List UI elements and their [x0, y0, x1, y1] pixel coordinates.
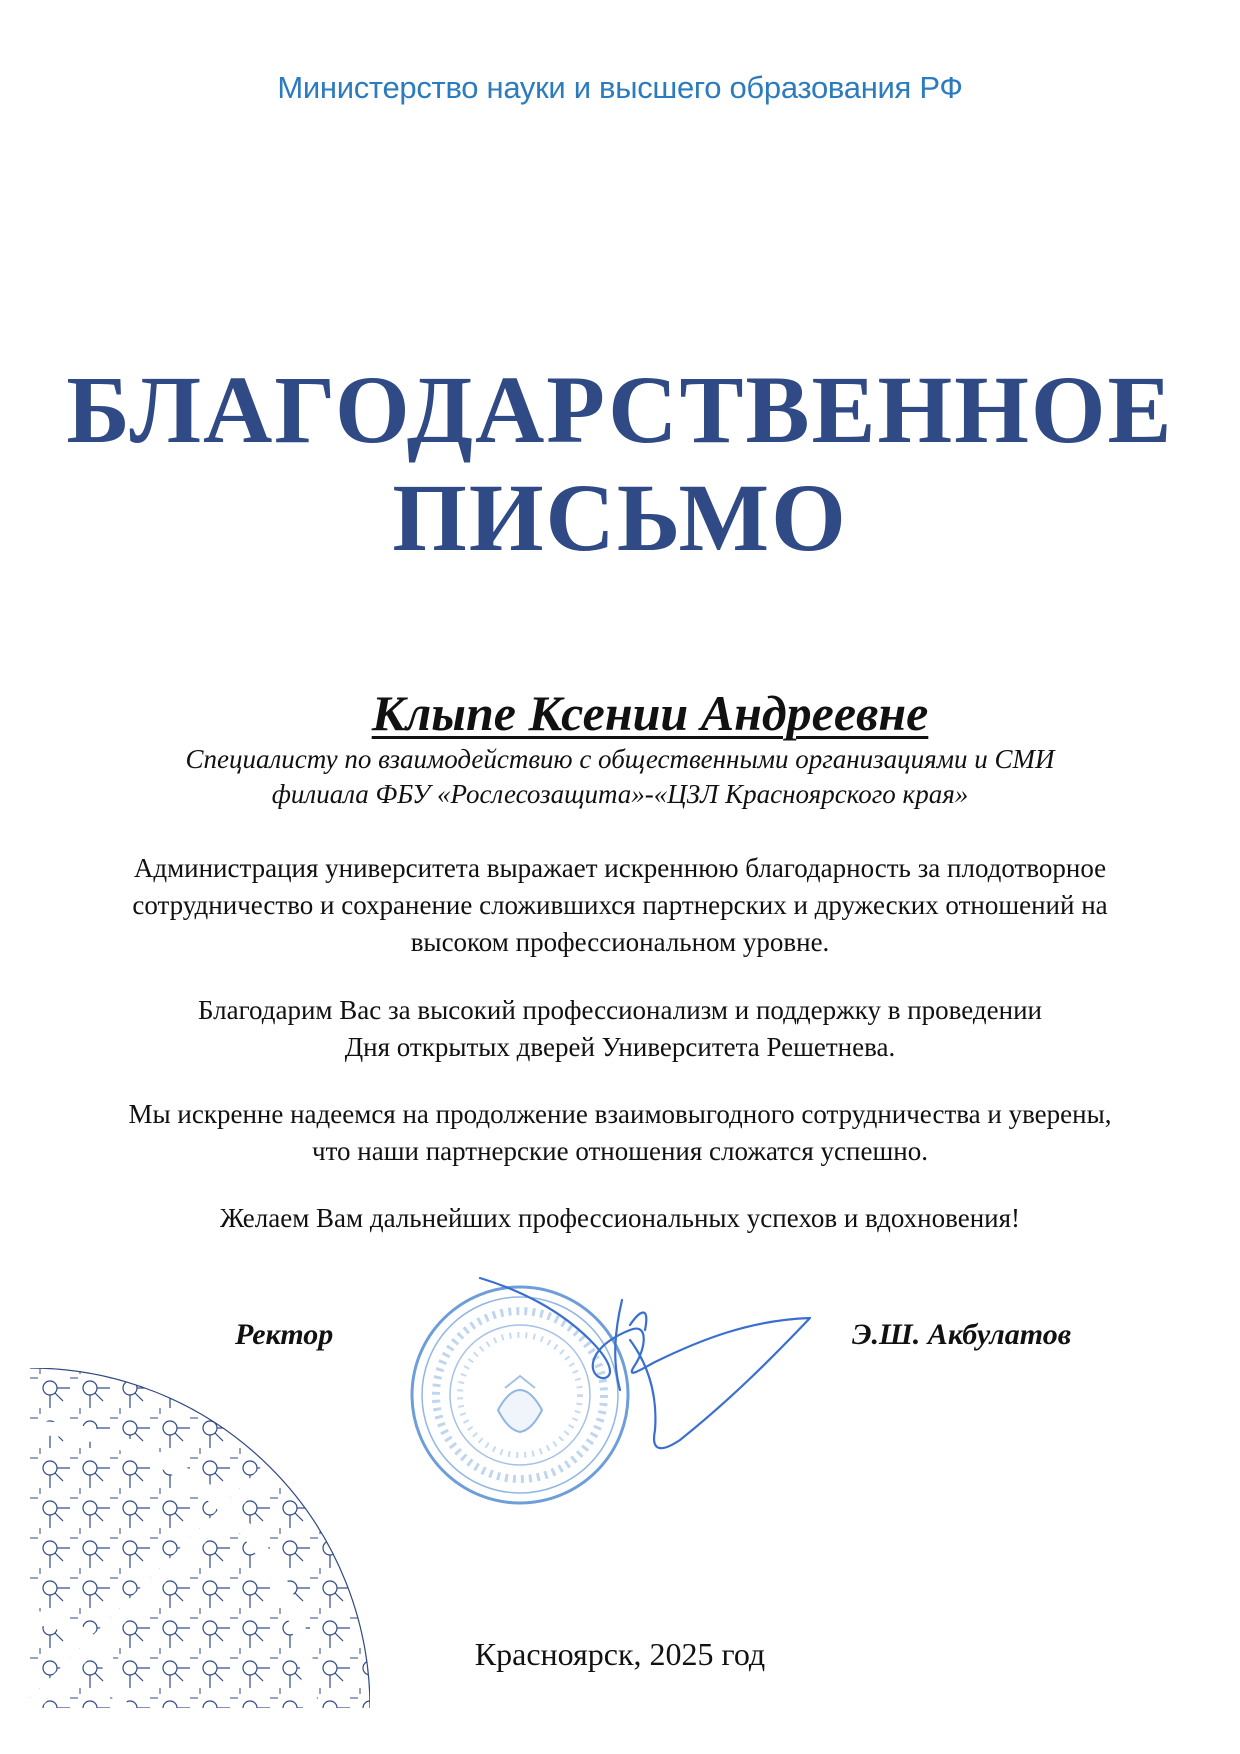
paragraph-line: Желаем Вам дальнейших профессиональных успехов и вдохновения! — [219, 1203, 1021, 1233]
recipient-position-line-2: филиала ФБУ «Рослесозащита»-«ЦЗЛ Красноярского края» — [271, 779, 969, 809]
paragraph-line: что наши партнерские отношения сложатся успешно. — [312, 1136, 928, 1166]
paragraph-line: Администрация университета выражает искреннюю благодарность за плодотворное — [133, 853, 1107, 883]
paragraph-line: сотрудничество и сохранение сложившихся партнерских и дружеских отношений на — [132, 890, 1108, 920]
paragraph-line: Мы искренне надеемся на продолжение взаимовыгодного сотрудничества и уверены, — [128, 1099, 1112, 1129]
signatory-name: Э.Ш. Акбулатов — [852, 1318, 1072, 1351]
signatory-title: Ректор — [235, 1318, 334, 1351]
paragraph-wishes — [60, 1200, 1180, 1237]
paragraph-hope — [60, 1096, 1180, 1170]
ministry-header: Министерство науки и высшего образования РФ — [277, 70, 963, 105]
paragraph-line: Дня открытых дверей Университета Решетнева. — [344, 1032, 896, 1062]
recipient-position-line-1: Специалисту по взаимодействию с общественными организациями и СМИ — [185, 744, 1055, 774]
paragraph-line: высоком профессиональном уровне. — [410, 927, 830, 957]
document-title-line-1: БЛАГОДАРСТВЕННОЕ — [66, 356, 1174, 463]
paragraph-gratitude — [60, 850, 1180, 961]
place-and-year: Красноярск, 2025 год — [474, 1636, 766, 1672]
recipient-name: Клыпе Ксении Андреевне — [371, 685, 929, 741]
document-title-line-2: ПИСЬМО — [392, 464, 848, 571]
paragraph-thanks — [60, 992, 1180, 1066]
paragraph-line: Благодарим Вас за высокий профессионализм и поддержку в проведении — [198, 995, 1042, 1025]
signature-scribble-icon — [440, 1270, 840, 1500]
